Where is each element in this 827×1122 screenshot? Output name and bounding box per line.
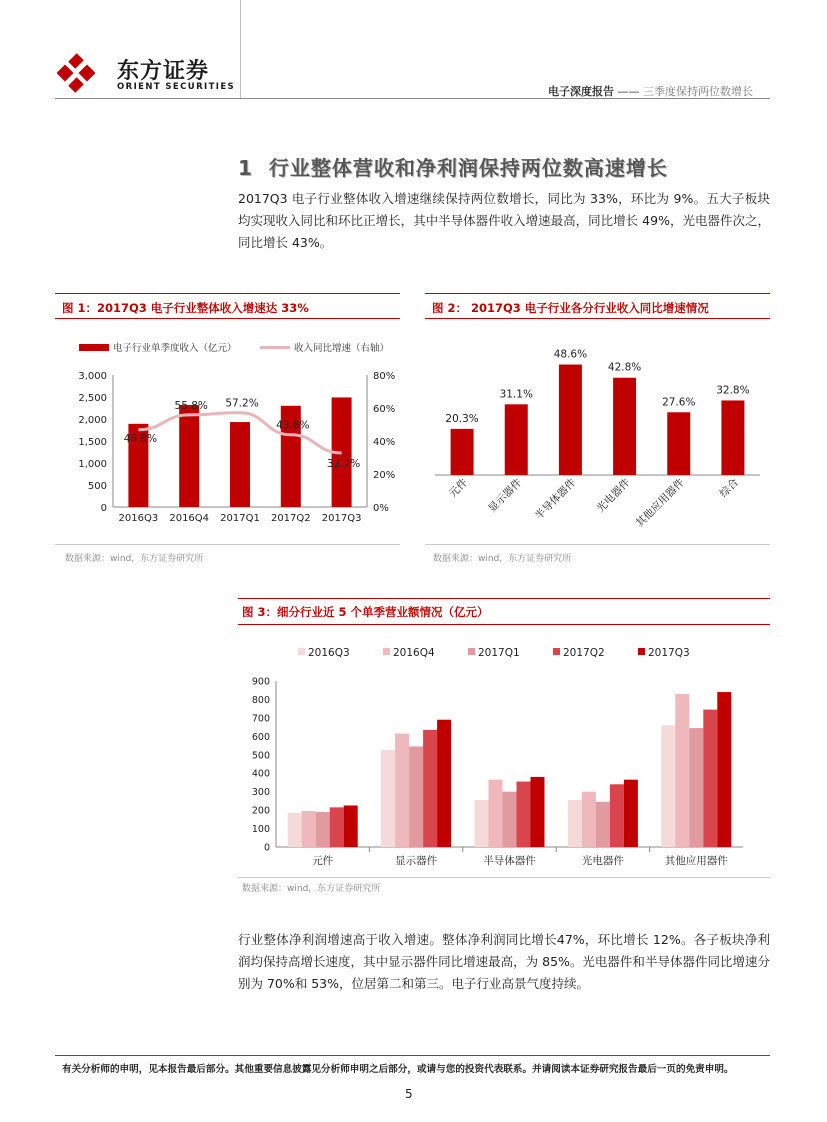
bar-quarter bbox=[675, 694, 689, 847]
fig1-caption: 图 1：2017Q3 电子行业整体收入增速达 33% bbox=[62, 301, 309, 315]
y2-tick-label: 0% bbox=[373, 503, 389, 514]
fig2-caption-rule bbox=[425, 318, 770, 319]
fig1-chart bbox=[55, 325, 400, 540]
bar-quarter bbox=[717, 692, 731, 847]
fig2-bottom-rule bbox=[425, 544, 770, 545]
legend-label: 2016Q4 bbox=[393, 647, 435, 659]
fig2-top-rule bbox=[425, 293, 770, 294]
fig3-chart bbox=[238, 630, 770, 875]
x-tick-label: 其他应用器件 bbox=[633, 476, 687, 530]
y2-tick-label: 20% bbox=[373, 470, 396, 481]
y-tick-label: 800 bbox=[251, 694, 270, 706]
bar-quarter bbox=[316, 812, 330, 847]
y-tick-label: 1,000 bbox=[78, 459, 107, 470]
data-label-growth: 55.8% bbox=[174, 399, 208, 412]
legend-label: 2017Q1 bbox=[478, 647, 520, 659]
logo-icon bbox=[57, 53, 107, 93]
company-name-en: ORIENT SECURITIES bbox=[117, 82, 236, 92]
data-label-growth: 57.2% bbox=[225, 397, 259, 410]
bar-quarter bbox=[409, 746, 423, 847]
legend-swatch bbox=[468, 648, 475, 655]
y-tick-label: 400 bbox=[251, 768, 270, 780]
fig2-caption: 图 2： 2017Q3 电子行业各分行业收入同比增速情况 bbox=[432, 301, 709, 315]
legend-swatch bbox=[298, 648, 305, 655]
bar-quarter bbox=[475, 800, 489, 847]
x-tick-label: 2016Q4 bbox=[169, 513, 210, 524]
report-header bbox=[548, 83, 753, 99]
legend-swatch bbox=[383, 648, 390, 655]
x-tick-label: 光电器件 bbox=[594, 476, 633, 515]
y-tick-label: 2,500 bbox=[78, 393, 107, 404]
bar-quarter bbox=[503, 792, 517, 847]
x-tick-label: 光电器件 bbox=[581, 855, 624, 867]
bar-growth bbox=[505, 404, 528, 475]
bar-quarter bbox=[531, 777, 545, 847]
bar-quarter bbox=[288, 813, 302, 847]
bar-quarter bbox=[610, 784, 624, 847]
legend-label-bars: 电子行业单季度收入（亿元） bbox=[113, 343, 237, 354]
y-tick-label: 0 bbox=[263, 842, 270, 854]
y-tick-label: 3,000 bbox=[78, 371, 107, 382]
page-number: 5 bbox=[405, 1087, 413, 1101]
bar-quarter bbox=[517, 782, 531, 847]
fig1-bottom-rule bbox=[55, 544, 400, 545]
bar-quarter bbox=[703, 710, 717, 847]
y-tick-label: 200 bbox=[251, 805, 270, 817]
report-subtitle: 三季度保持两位数增长 bbox=[643, 85, 753, 98]
data-label: 31.1% bbox=[499, 388, 533, 401]
bar-quarter bbox=[689, 728, 703, 847]
y-tick-label: 300 bbox=[251, 787, 270, 799]
y2-tick-label: 80% bbox=[373, 371, 396, 382]
x-tick-label: 半导体器件 bbox=[483, 855, 536, 867]
legend-swatch-bars bbox=[79, 344, 109, 351]
section-title bbox=[238, 152, 668, 181]
fig3-caption: 图 3：细分行业近 5 个单季营业额情况（亿元） bbox=[242, 605, 489, 619]
y2-tick-label: 60% bbox=[373, 404, 396, 415]
bar-quarter bbox=[568, 800, 582, 847]
bar-quarter bbox=[596, 802, 610, 847]
y2-tick-label: 40% bbox=[373, 437, 396, 448]
data-label: 42.8% bbox=[607, 361, 642, 374]
header-divider bbox=[240, 0, 241, 98]
y-tick-label: 700 bbox=[251, 713, 270, 725]
x-tick-label: 其他应用器件 bbox=[664, 855, 728, 867]
x-tick-label: 2017Q2 bbox=[270, 513, 311, 524]
data-label: 27.6% bbox=[662, 396, 696, 409]
bar-revenue bbox=[230, 422, 250, 507]
x-tick-label: 2017Q1 bbox=[220, 513, 260, 524]
legend-label: 2016Q3 bbox=[308, 647, 350, 659]
x-tick-label: 显示器件 bbox=[486, 476, 525, 515]
x-tick-label: 元件 bbox=[312, 855, 334, 867]
fig3-top-rule bbox=[238, 598, 770, 599]
legend-label-line: 收入同比增速（右轴） bbox=[294, 343, 390, 354]
data-label: 48.6% bbox=[553, 348, 588, 361]
y-tick-label: 500 bbox=[87, 481, 107, 492]
data-label-growth: 46.8% bbox=[123, 432, 158, 445]
data-label-growth: 32.7% bbox=[326, 458, 361, 471]
legend-swatch bbox=[553, 648, 560, 655]
x-tick-label: 半导体器件 bbox=[532, 476, 579, 523]
fig2-source: 数据来源：wind，东方证券研究所 bbox=[433, 554, 572, 564]
x-tick-label: 元件 bbox=[446, 476, 471, 500]
bar-growth bbox=[667, 412, 690, 475]
bar-growth bbox=[721, 400, 744, 475]
fig3-source: 数据来源：wind，东方证券研究所 bbox=[242, 884, 381, 894]
report-type: 电子深度报告 bbox=[548, 85, 614, 98]
section-number: 1 bbox=[238, 156, 253, 180]
bar-quarter bbox=[661, 725, 675, 847]
x-tick-label: 综合 bbox=[717, 476, 742, 500]
paragraph-1: 2017Q3 电子行业整体收入增速继续保持两位数增长，同比为 33%，环比为 9%。五大子板块均实现收入同比和环比正增长，其中半导体器件收入增速最高，同比增长 49%，光电器件次之，同比增长 43%。 bbox=[238, 191, 770, 250]
footer-disclaimer: 有关分析师的申明，见本报告最后部分。其他重要信息披露见分析师申明之后部分，或请与您的投资代表联系。并请阅读本证券研究报告最后一页的免责申明。 bbox=[62, 1064, 734, 1075]
bar-revenue bbox=[179, 405, 199, 507]
y-tick-label: 900 bbox=[251, 676, 270, 688]
fig2-chart bbox=[425, 325, 770, 540]
fig1-source: 数据来源：wind，东方证券研究所 bbox=[65, 554, 204, 564]
fig3-bottom-rule bbox=[238, 877, 770, 878]
legend-label: 2017Q3 bbox=[648, 647, 690, 659]
y-tick-label: 2,000 bbox=[78, 415, 107, 426]
bar-growth bbox=[613, 378, 636, 475]
bar-quarter bbox=[624, 780, 638, 847]
data-label: 32.8% bbox=[716, 384, 750, 397]
bar-quarter bbox=[489, 780, 503, 847]
y-tick-label: 100 bbox=[251, 824, 270, 836]
x-tick-label: 2017Q3 bbox=[321, 513, 362, 524]
legend-label: 2017Q2 bbox=[563, 647, 605, 659]
bar-quarter bbox=[381, 750, 395, 847]
company-name-cn: 东方证券 bbox=[117, 59, 210, 84]
bar-growth bbox=[559, 365, 582, 475]
legend-swatch bbox=[638, 648, 645, 655]
fig3-caption-rule bbox=[238, 624, 770, 625]
y-tick-label: 0 bbox=[100, 503, 107, 514]
x-tick-label: 显示器件 bbox=[395, 855, 438, 867]
bar-quarter bbox=[344, 806, 358, 848]
y-tick-label: 500 bbox=[251, 750, 270, 762]
x-tick-label: 2016Q3 bbox=[118, 513, 159, 524]
header-rule bbox=[55, 98, 770, 99]
section-title-text: 行业整体营收和净利润保持两位数高速增长 bbox=[268, 156, 668, 180]
bar-quarter bbox=[582, 792, 596, 847]
bar-quarter bbox=[395, 734, 409, 847]
y-tick-label: 1,500 bbox=[78, 437, 107, 448]
bar-quarter bbox=[423, 730, 437, 847]
paragraph-2: 行业整体净利润增速高于收入增速。整体净利润同比增长47%，环比增长 12%。各子板块净利润均保持高增长速度，其中显示器件同比增速最高，为 85%。光电器件和半导体器件同比增速分别为 70%和 53%，位居第二和第三。电子行业高景气度持续。 bbox=[238, 932, 770, 991]
data-label: 20.3% bbox=[445, 412, 479, 425]
bar-quarter bbox=[330, 807, 344, 847]
fig1-caption-rule bbox=[55, 318, 400, 319]
bar-growth bbox=[451, 429, 474, 475]
data-label-growth: 43.8% bbox=[276, 419, 310, 432]
footer-rule bbox=[55, 1055, 770, 1056]
bar-quarter bbox=[302, 811, 316, 847]
y-tick-label: 600 bbox=[251, 731, 270, 743]
fig1-top-rule bbox=[55, 293, 400, 294]
header-dash: —— bbox=[617, 85, 640, 98]
bar-quarter bbox=[437, 720, 451, 847]
